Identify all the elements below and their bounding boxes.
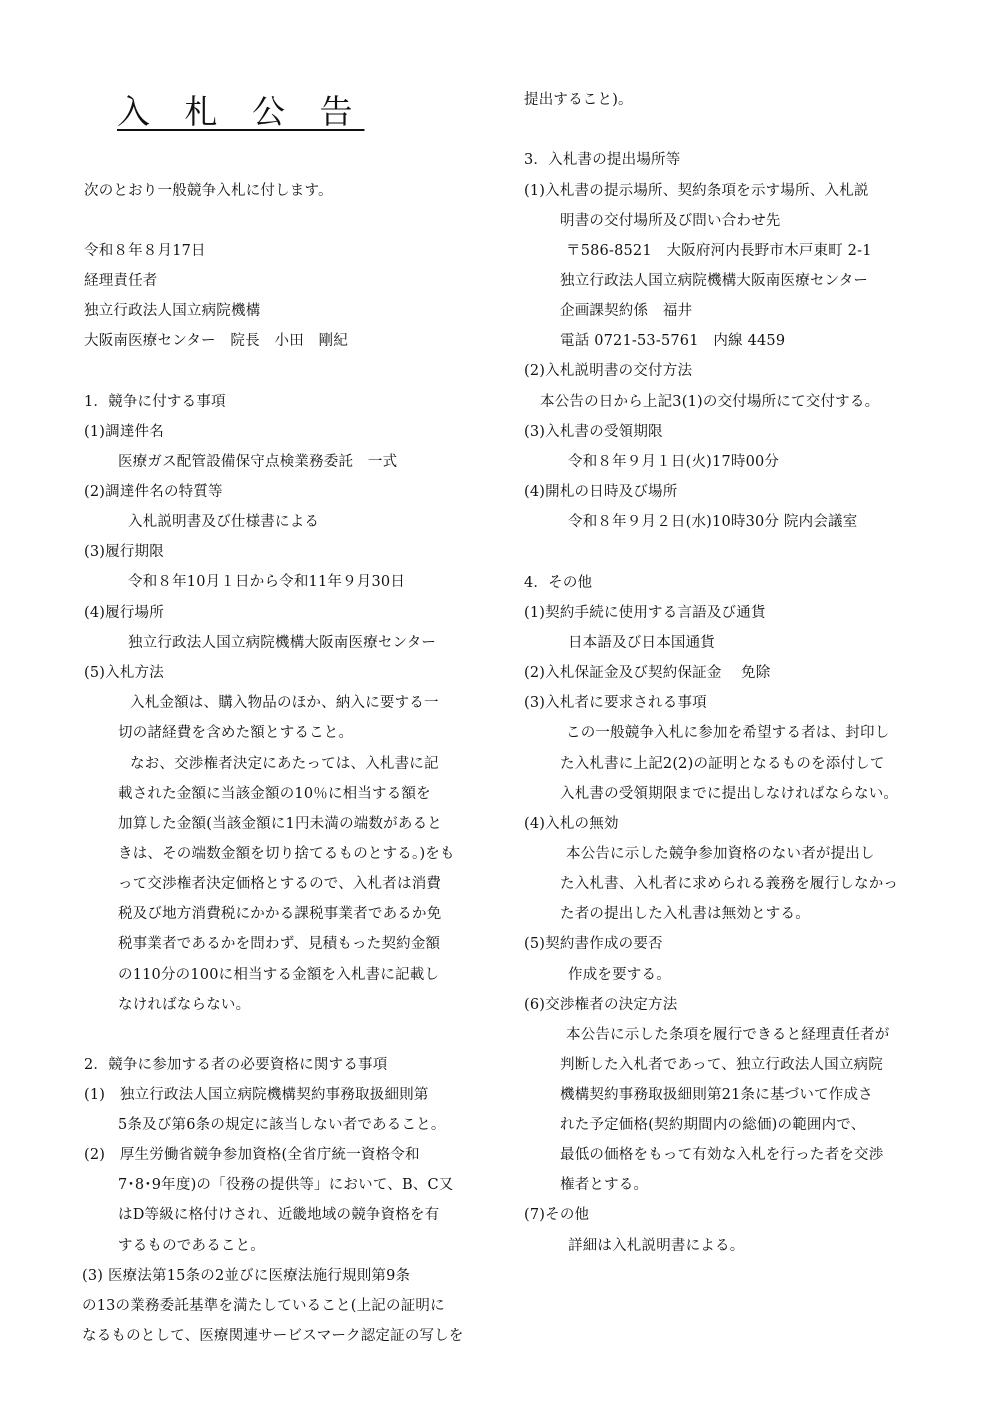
right-text-line: 独立行政法人国立病院機構大阪南医療センター <box>560 273 869 289</box>
right-text-line: (3)入札書の受領期限 <box>524 424 663 440</box>
right-text-line: 明書の交付場所及び問い合わせ先 <box>560 213 781 229</box>
right-text-line: 〒586-8521 大阪府河内長野市木戸東町 2-1 <box>566 243 872 259</box>
right-text-line: 機構契約事務取扱細則第21条に基づいて作成さ <box>560 1087 873 1103</box>
right-text-line: (1)入札書の提示場所、契約条項を示す場所、入札説 <box>524 183 869 199</box>
right-text-line: 判断した入札者であって、独立行政法人国立病院 <box>560 1057 883 1073</box>
left-text-line: するものであること。 <box>118 1238 265 1254</box>
right-text-line: 電話 0721-53-5761 内線 4459 <box>560 333 786 349</box>
left-text-line: (3) 医療法第15条の2並びに医療法施行規則第9条 <box>82 1268 411 1284</box>
left-text-line: 加算した金額(当該金額に1円未満の端数があると <box>118 816 442 832</box>
right-text-line: (4)開札の日時及び場所 <box>524 484 678 500</box>
left-text-line: なお、交渉権者決定にあたっては、入札書に記 <box>130 756 439 772</box>
left-text-line: 7･8･9年度)の「役務の提供等」において、B、C又 <box>118 1177 454 1193</box>
right-text-line: 本公告に示した条項を履行できると経理責任者が <box>566 1027 890 1043</box>
left-text-line: の110分の100に相当する金額を入札書に記載し <box>118 967 440 983</box>
left-text-line: (1) 独立行政法人国立病院機構契約事務取扱細則第 <box>84 1087 429 1103</box>
right-text-line: 権者とする。 <box>560 1177 649 1193</box>
notice-title: 入 札 公 告 <box>117 92 365 131</box>
right-text-line: た者の提出した入札書は無効とする。 <box>560 906 810 922</box>
left-text-line: 次のとおり一般競争入札に付します。 <box>84 183 333 199</box>
right-text-line: (1)契約手続に使用する言語及び通貨 <box>524 605 766 621</box>
left-text-line: (4)履行場所 <box>84 605 164 621</box>
right-text-line: 令和８年９月２日(水)10時30分 院内会議室 <box>568 514 858 530</box>
right-text-line: (6)交渉権者の決定方法 <box>524 997 678 1013</box>
left-text-line: (2) 厚生労働省競争参加資格(全省庁統一資格令和 <box>84 1147 420 1163</box>
right-text-line: (2)入札保証金及び契約保証金 免除 <box>524 665 771 681</box>
right-text-line: (2)入札説明書の交付方法 <box>524 363 693 379</box>
left-text-line: 1．競争に付する事項 <box>84 394 226 410</box>
left-text-line: (5)入札方法 <box>84 665 164 681</box>
right-text-line: 最低の価格をもって有効な入札を行った者を交渉 <box>560 1147 884 1163</box>
left-text-line: って交渉権者決定価格とするので、入札者は消費 <box>118 876 442 892</box>
right-text-line: この一般競争入札に参加を希望する者は、封印し <box>566 725 890 741</box>
left-text-line: (2)調達件名の特質等 <box>84 484 223 500</box>
left-text-line: 5条及び第6条の規定に該当しない者であること。 <box>118 1117 446 1133</box>
right-text-line: 日本語及び日本国通貨 <box>568 635 715 651</box>
left-text-line: 2．競争に参加する者の必要資格に関する事項 <box>84 1057 388 1073</box>
left-text-line: 税事業者であるかを問わず、見積もった契約金額 <box>118 936 441 952</box>
right-text-line: れた予定価格(契約期間内の総価)の範囲内で、 <box>560 1117 866 1133</box>
right-text-line: 詳細は入札説明書による。 <box>568 1238 745 1254</box>
left-text-line: 医療ガス配管設備保守点検業務委託 一式 <box>118 454 398 470</box>
left-text-line: 切の諸経費を含めた額とすること。 <box>118 725 354 741</box>
right-text-line: た入札書、入札者に求められる義務を履行しなかっ <box>560 876 899 892</box>
right-text-line: 本公告に示した競争参加資格のない者が提出し <box>566 846 875 862</box>
left-text-line: なるものとして、医療関連サービスマーク認定証の写しを <box>82 1328 464 1344</box>
left-text-line: の13の業務委託基準を満たしていること(上記の証明に <box>82 1298 445 1314</box>
left-text-line: 入札金額は、購入物品のほか、納入に要する一 <box>130 695 439 711</box>
left-text-line: 税及び地方消費税にかかる課税事業者であるか免 <box>118 906 442 922</box>
right-text-line: (3)入札者に要求される事項 <box>524 695 707 711</box>
left-text-line: 独立行政法人国立病院機構 <box>84 303 261 319</box>
left-text-line: 経理責任者 <box>84 273 158 289</box>
left-text-line: 独立行政法人国立病院機構大阪南医療センター <box>128 635 437 651</box>
left-text-line: 載された金額に当該金額の10％に相当する額を <box>118 786 431 802</box>
right-text-line: 作成を要する。 <box>568 967 671 983</box>
right-text-line: (4)入札の無効 <box>524 816 619 832</box>
right-text-line: (7)その他 <box>524 1207 590 1223</box>
right-text-line: 3．入札書の提出場所等 <box>524 152 681 168</box>
left-text-line: 大阪南医療センター 院長 小田 剛紀 <box>84 333 349 349</box>
right-text-line: 入札書の受領期限までに提出しなければならない。 <box>560 786 899 802</box>
left-text-line: (3)履行期限 <box>84 544 164 560</box>
left-text-line: 入札説明書及び仕様書による <box>128 514 320 530</box>
right-text-line: 令和８年９月１日(火)17時00分 <box>568 454 780 470</box>
left-text-line: はD等級に格付けされ、近畿地域の競争資格を有 <box>118 1207 440 1223</box>
left-text-line: 令和８年10月１日から令和11年９月30日 <box>128 574 406 590</box>
left-text-line: 令和８年８月17日 <box>84 243 206 259</box>
left-text-line: (1)調達件名 <box>84 424 164 440</box>
right-text-line: た入札書に上記2(2)の証明となるものを添付して <box>560 756 885 772</box>
left-text-line: きは、その端数金額を切り捨てるものとする。)をも <box>118 846 455 862</box>
left-text-line: なければならない。 <box>118 997 251 1013</box>
right-text-line: 4．その他 <box>524 575 593 591</box>
right-text-line: 本公告の日から上記3(1)の交付場所にて交付する。 <box>540 394 880 410</box>
right-text-line: 企画課契約係 福井 <box>560 303 693 319</box>
right-text-line: (5)契約書作成の要否 <box>524 936 663 952</box>
right-text-line: 提出すること)。 <box>524 92 633 108</box>
